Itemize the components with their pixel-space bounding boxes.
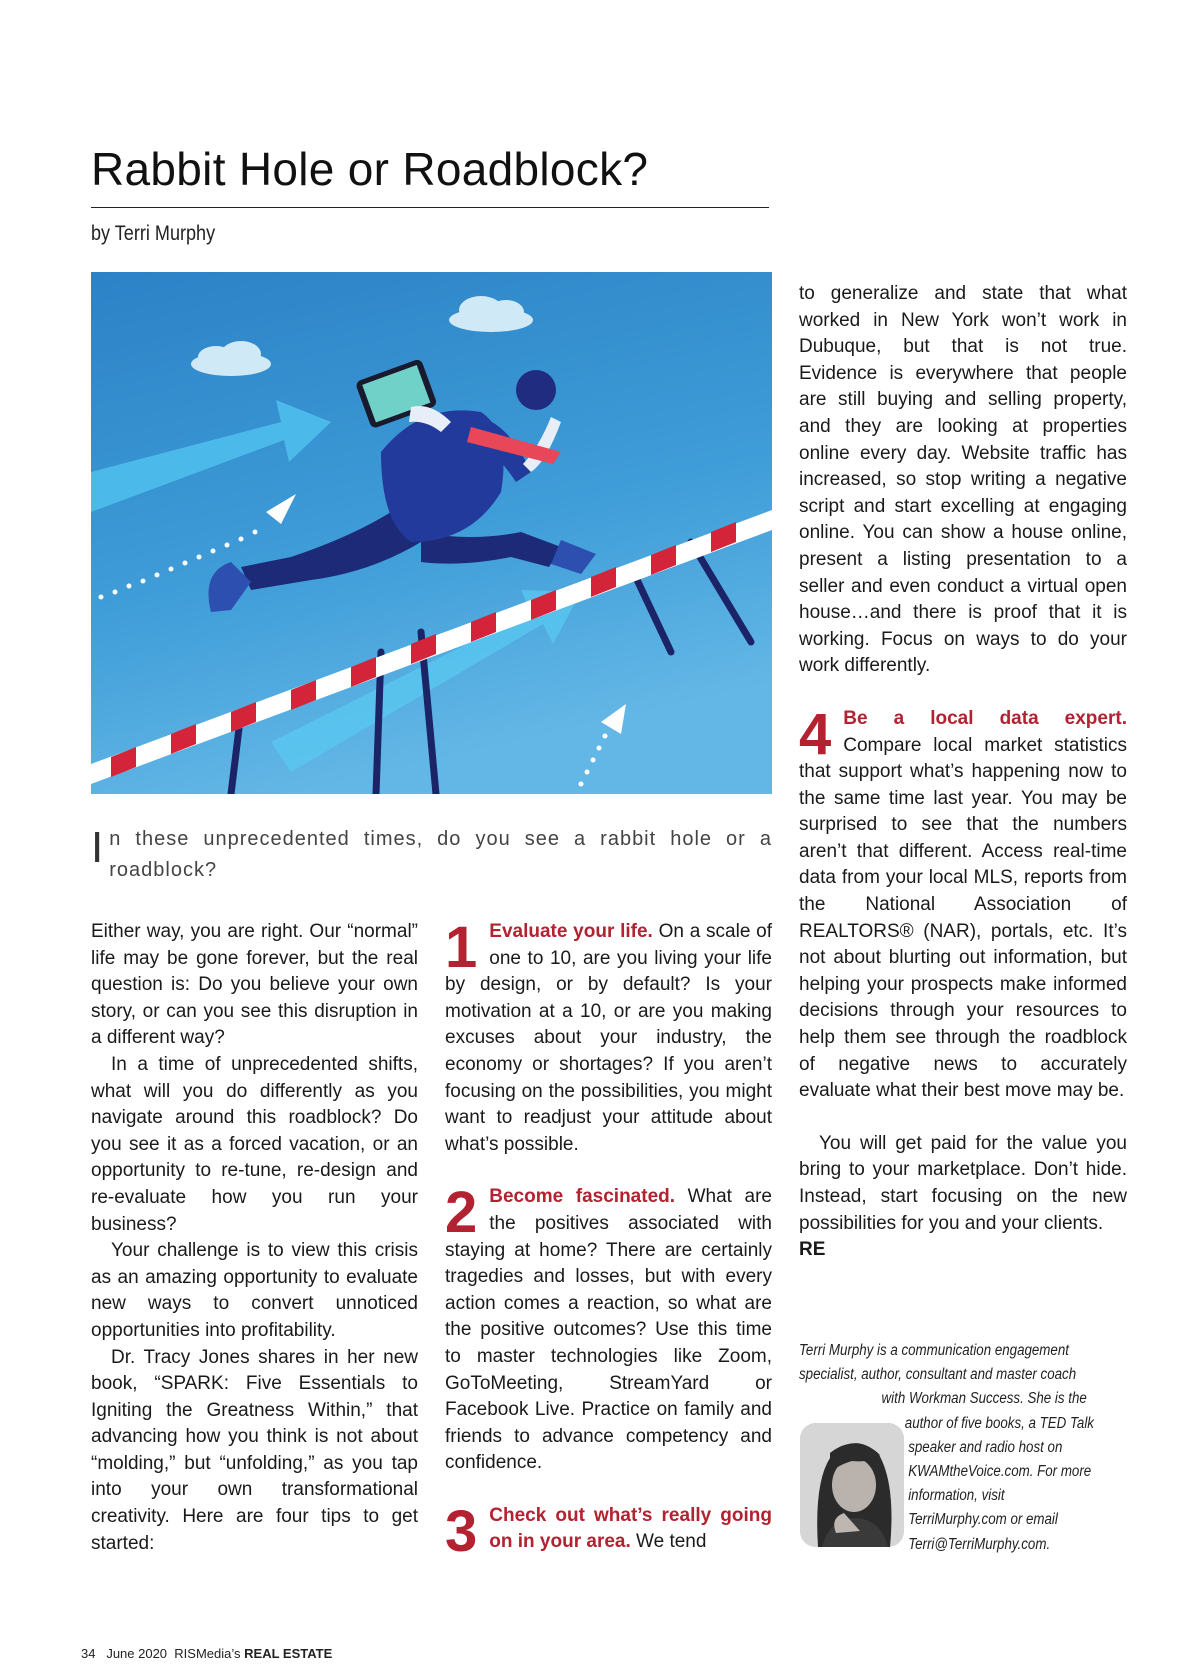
page-footer	[81, 1646, 332, 1661]
bio-line: KWAMtheVoice.com. For more	[908, 1463, 1092, 1481]
tip-3	[445, 1498, 772, 1564]
bio-line: author of five books, a TED Talk	[904, 1414, 1094, 1432]
magazine-name: REAL ESTATE	[244, 1646, 333, 1661]
issue-date: June 2020	[106, 1646, 168, 1661]
bio-line: Terri@TerriMurphy.com.	[908, 1535, 1051, 1553]
tip-heading: Become fascinated.	[489, 1186, 676, 1208]
tip-body: What are the positives associated with staying at home? There are certainly tragedies and losses, but with every action comes a reaction, so what are the positive outcomes? Use this time to master technologies like Zoom, GoToMeeting, StreamYard or Facebook Live. Practice on family and friends to advance competency and confidence.	[445, 1186, 772, 1474]
tip-body: We tend	[630, 1531, 707, 1553]
body-paragraph: Dr. Tracy Jones shares in her new book, “SPARK: Five Essentials to Igniting the Greatness Within,” that advancing how you think is not about “molding,” but “unfolding,” as you tap into your own transformational creativity. Here are four tips to get started:	[91, 1346, 418, 1554]
bio-line: TerriMurphy.com or email	[908, 1511, 1058, 1529]
body-paragraph: Either way, you are right. Our “normal” life may be gone forever, but the real question is: Do you believe your own story, or can you see this disruption in a different way?	[91, 921, 418, 1049]
tip-number: 3	[445, 1498, 478, 1564]
tip-number: 1	[445, 915, 478, 980]
column-2	[445, 915, 772, 1564]
tip-number: 2	[445, 1180, 478, 1246]
bio-line: information, visit	[908, 1487, 1005, 1505]
closing-text: You will get paid for the value you bring to your marketplace. Don’t hide. Instead, start focusing on the new possibilities for you and your clients.	[799, 1132, 1127, 1234]
drop-cap: I	[91, 823, 104, 872]
body-paragraph: Your challenge is to view this crisis as an amazing opportunity to evaluate new ways to convert unnoticed opportunities into profitability.	[91, 1240, 418, 1341]
lede-paragraph	[91, 824, 772, 886]
article-title: Rabbit Hole or Roadblock?	[91, 143, 649, 195]
body-paragraph: In a time of unprecedented shifts, what will you do differently as you navigate around this roadblock? Do you see it as a forced vacation, or an opportunity to re-tune, re-design and re-evaluate how you run your business?	[91, 1053, 418, 1235]
bio-line: Terri Murphy is a communication engagement	[799, 1342, 1069, 1359]
bio-line: with Workman Success. She is the	[881, 1390, 1087, 1408]
closing-paragraph	[799, 1131, 1127, 1264]
title-divider	[91, 207, 769, 208]
author-photo	[800, 1423, 904, 1547]
hero-illustration	[91, 272, 772, 794]
end-mark: RE	[799, 1239, 826, 1261]
tip-heading: Check out what’s really going on in your area.	[489, 1504, 772, 1553]
tip-2	[445, 1180, 772, 1477]
bio-line: specialist, author, consultant and master coach	[799, 1366, 1077, 1384]
tip-4	[799, 701, 1127, 1105]
tip-heading: Be a local data expert.	[843, 707, 1127, 729]
tip-3-continued: to generalize and state that what worked in New York won’t work in Dubuque, but that is not true. Evidence is everywhere that people are still buying and selling property, and they are looking at properties online every day. Website traffic has increased, so stop writing a negative script and start excelling at engaging online. You can show a house online, present a listing presentation to a seller and even conduct a virtual open house…and there is proof that it is working. Focus on ways to do your work differently.	[799, 283, 1127, 677]
lede-text: n these unprecedented times, do you see a rabbit hole or a roadblock?	[109, 828, 772, 881]
column-1	[91, 919, 418, 1557]
publisher: RISMedia’s	[174, 1646, 241, 1661]
column-3	[799, 281, 1127, 1264]
tip-heading: Evaluate your life.	[489, 921, 653, 942]
tip-number: 4	[799, 701, 832, 767]
bio-line: speaker and radio host on	[908, 1438, 1063, 1456]
tip-1	[445, 915, 772, 1158]
byline: by Terri Murphy	[91, 222, 216, 245]
tip-body: On a scale of one to 10, are you living your life by design, or by default? Is your motivation at a 10, or are you making excuses about your industry, the economy or shortages? If you aren’t focusing on the possibilities, you might want to readjust your attitude about what’s possible.	[445, 921, 772, 1155]
page-number: 34	[81, 1646, 96, 1661]
tip-body: Compare local market statistics that support what’s happening now to the same time last year. You may be surprised to see that the numbers aren’t that different. Access real-time data from your local MLS, reports from the National Association of REALTORS® (NAR), portals, etc. It’s not about blurting out information, but helping your prospects make informed decisions through your resources to help them see through the roadblock of negative news to accurately evaluate what their best move may be.	[799, 734, 1127, 1102]
